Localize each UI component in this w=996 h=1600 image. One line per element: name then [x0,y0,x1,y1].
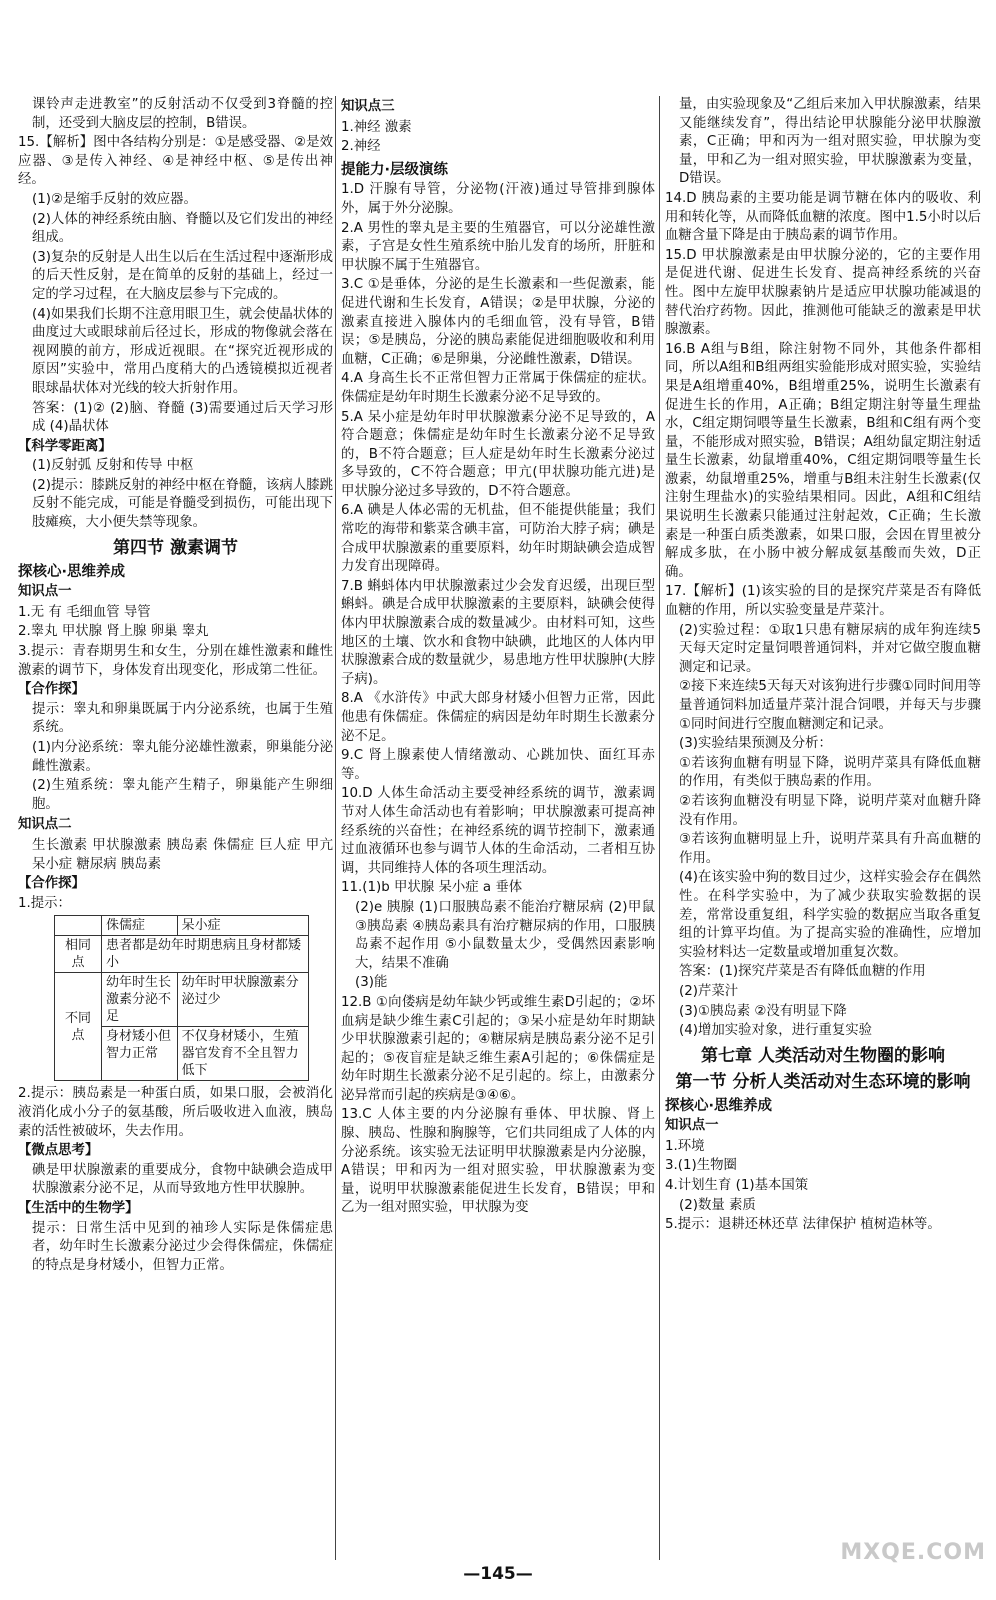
text-block: 9.C 肾上腺素使人情绪激动、心跳加快、面红耳赤等。 [341,748,655,782]
text-block: 3.提示：青春期男生和女生，分别在雄性激素和雌性激素的调节下，身体发育出现变化，形成第二性征。 [18,644,333,678]
text-block: 4.A 身高生长不正常但智力正常属于侏儒症的症状。侏儒症是幼年时期生长激素分泌不足导致的。 [341,371,655,405]
text-block: 答案：(1)探究芹菜是否有降低血糖的作用 [679,964,926,980]
text-block: 1.D 汗腺有导管，分泌物(汗液)通过导管排到腺体外，属于外分泌腺。 [341,182,655,216]
text-block: 11.(1)b 甲状腺 呆小症 a 垂体 [341,880,523,896]
table-cell: 幼年时生长激素分泌不足 [102,973,178,1027]
table-row-label: 相同点 [55,936,102,973]
text-block: ①若该狗血糖有明显下降，说明芹菜具有降低血糖的作用，有类似于胰岛素的作用。 [679,755,981,790]
text-block: (4)增加实验对象，进行重复实验 [679,1023,873,1039]
text-block: 12.B ①向偻病是幼年缺少钙或维生素D引起的；②坏血病是缺少维生素C引起的；③呆小症是幼年时期缺少甲状腺激素引起的；④糖尿病是胰岛素分泌不足引起的；⑤夜盲症是缺乏维生素A引起的；⑥侏儒症是幼年时期生长激素分泌不足引起的。综上，由激素分泌异常而引起的疾病是③④⑥。 [341,994,655,1103]
page-number: —145— [463,1564,533,1584]
text-block: (3)能 [355,975,388,991]
section-heading: 探核心·思维养成 [18,563,126,580]
text-block: 答案：(1)② (2)脑、脊髓 (3)需要通过后天学习形成 (4)晶状体 [32,400,333,435]
text-block: ②接下来连续5天每天对该狗进行步骤①同时间用等量普通饲料加适量芹菜汁混合饲喂，并每天与步骤①同时间进行空腹血糖测定和记录。 [679,679,981,732]
text-block: (3)复杂的反射是人出生以后在生活过程中逐渐形成的后天性反射，是在简单的反射的基础上，经过一定的学习过程，在大脑皮层参与下完成的。 [32,249,333,302]
column-divider [335,96,336,1560]
column-divider [659,96,660,1560]
table-corner-cell [55,916,102,936]
text-block: 3.C ①是垂体，分泌的是生长激素和一些促激素，能促进代谢和生长发育，A错误；②是甲状腺，分泌的激素直接进入腺体内的毛细血管，没有导管，B错误；⑤是胰岛，分泌的胰岛素能促进细胞吸收和利用血糖，C正确；⑥是卵巢，分泌雌性激素，D错误。 [341,277,655,367]
text-block: (2)芹菜汁 [679,983,739,999]
comparison-table [54,915,309,1081]
text-block: 16.B A组与B组，除注射物不同外，其他条件都相同，所以A组和B组两组实验能形成对照实验，实验结果是A组增重40%，B组增重25%，说明生长激素有促进生长的作用，A正确；B组定期注射等量生理盐水，C组定期饲喂等量生长激素，B组和C组有两个变量，不能形成对照实验，B错误；A组幼鼠定期注射适量生长激素，幼鼠增重40%，C组定期饲喂等量生长激素，幼鼠增重25%，增重与B组未注射生长激素(仅注射生理盐水)的实验结果相同。因此，A组和C组结果说明生长激素只能通过注射起效，C正确；生长激素是一种蛋白质类激素，如果口服，会因在胃里被分解成多肽，在小肠中被分解成氨基酸而失效，D正确。 [665,341,981,580]
text-block: 2.睾丸 甲状腺 肾上腺 卵巢 睾丸 [18,624,209,640]
section-title: 第四节 激素调节 [113,537,238,558]
table-cell: 身材矮小但智力正常 [102,1027,178,1081]
text-block: (2)生殖系统：睾丸能产生精子，卵巢能产生卵细胞。 [32,778,333,812]
text-block: 1.环境 [665,1138,705,1154]
text-block: (2)e 胰腺 (1)口服胰岛素不能治疗糖尿病 (2)甲鼠 ③胰岛素 ④胰岛素具有治疗糖尿病的作用，口服胰岛素不起作用 ⑤小鼠数量太少，受偶然因素影响大，结果不准确 [355,899,655,971]
text-block: 生长激素 甲状腺激素 胰岛素 侏儒症 巨人症 甲亢 呆小症 糖尿病 胰岛素 [32,837,333,872]
subheading: 知识点一 [665,1118,719,1134]
text-block: 3.(1)生物圈 [665,1158,737,1174]
bracket-heading: 【合作探】 [18,682,85,698]
text-block: 4.计划生育 (1)基本国策 [665,1178,809,1194]
text-block: (2)数量 素质 [679,1197,756,1213]
column-right [665,96,981,1236]
text-block: 课铃声走进教室”的反射活动不仅受到3脊髓的控制，还受到大脑皮层的控制，B错误。 [32,97,333,131]
text-block: 15.D 甲状腺激素是由甲状腺分泌的，它的主要作用是促进代谢、促进生长发育、提高神经系统的兴奋性。图中左旋甲状腺素钠片是适应甲状腺功能减退的替代治疗药物。因此，推测他可能缺乏的激素是甲状腺激素。 [665,247,981,338]
text-block: 15.【解析】图中各结构分别是：①是感受器、②是效应器、③是传入神经、④是神经中枢、⑤是传出神经。 [18,135,333,188]
bracket-heading: 【生活中的生物学】 [18,1200,139,1216]
text-block: 1.神经 激素 [341,119,412,135]
text-block: 2.提示：胰岛素是一种蛋白质，如果口服，会被消化液消化成小分子的氨基酸，所后吸收进入血液，胰岛素的活性被破坏，失去作用。 [18,1086,333,1139]
text-block: 1.提示： [18,895,71,911]
text-block: (2)提示：膝跳反射的神经中枢在脊髓，该病人膝跳反射不能完成，可能是脊髓受到损伤，可能出现下肢瘫痪，大小便失禁等现象。 [32,477,333,531]
table-header-cell: 呆小症 [177,916,308,936]
text-block: (3)实验结果预测及分析： [679,736,832,752]
watermark: MXQE.COM [840,1540,986,1565]
text-block: 8.A 《水浒传》中武大郎身材矮小但智力正常，因此他患有侏儒症。侏儒症的病因是幼年时期生长激素分泌不足。 [341,691,655,744]
subheading: 知识点三 [341,99,395,114]
subheading: 知识点一 [18,584,72,600]
text-block: 14.D 胰岛素的主要功能是调节糖在体内的吸收、利用和转化等，从而降低血糖的浓度。图中1.5小时以后血糖含量下降是由于胰岛素的调节作用。 [665,190,981,244]
table-cell: 患者都是幼年时期患病且身材都矮小 [102,936,309,973]
text-block: (1)内分泌系统：睾丸能分泌雄性激素，卵巢能分泌雌性激素。 [32,740,333,774]
bracket-heading: 【科学零距离】 [18,438,112,454]
text-block: (4)如果我们长期不注意用眼卫生，就会使晶状体的曲度过大或眼球前后径过长，形成的物像就会落在视网膜的前方，形成近视眼。在“探究近视形成的原因”实验中，常用凸度稍大的凸透镜模拟近视者眼球晶状体对光线的较大折射作用。 [32,306,333,396]
bracket-heading: 【合作探】 [18,876,85,892]
text-block: 碘是甲状腺激素的重要成分，食物中缺碘会造成甲状腺激素分泌不足，从而导致地方性甲状腺肿。 [32,1162,333,1197]
column-left [18,96,333,1276]
section-heading: 提能力·层级演练 [341,161,449,178]
text-block: 2.神经 [341,139,381,155]
text-block: 6.A 碘是人体必需的无机盐，但不能提供能量；我们常吃的海带和紫菜含碘丰富，可防治大脖子病；碘是合成甲状腺激素的重要原料，幼年时期缺碘会造成智力发育出现障碍。 [341,503,655,575]
table-cell: 幼年时甲状腺激素分泌过少 [177,973,308,1027]
text-block: ②若该狗血糖没有明显下降，说明芹菜对血糖升降没有作用。 [679,793,981,828]
section-title: 第七章 人类活动对生物圈的影响 [701,1045,945,1066]
text-block: 提示：日常生活中见到的袖珍人实际是侏儒症患者，幼年时生长激素分泌过少会得侏儒症，侏儒症的特点是身材矮小，但智力正常。 [32,1220,333,1273]
text-block: 13.C 人体主要的内分泌腺有垂体、甲状腺、肾上腺、胰岛、性腺和胸腺等，它们共同组成了人体的内分泌系统。该实验无法证明甲状腺激素是内分泌腺，A错误；甲和丙为一组对照实验，甲状腺激素为变量，说明甲状腺激素能促进生长发育，B错误；甲和乙为一组对照实验，甲状腺为变 [341,1107,655,1216]
text-block: (3)①胰岛素 ②没有明显下降 [679,1003,847,1019]
text-block: 10.D 人体生命活动主要受神经系统的调节，激素调节对人体生命活动也有着影响；甲状腺激素可提高神经系统的兴奋性；在神经系统的调节控制下，激素通过血液循环也参与调节人体的生命活动，二者相互协调，共同维持人体的各项生理活动。 [341,786,655,876]
text-block: (2)实验过程：①取1只患有糖尿病的成年狗连续5天每天定时定量饲喂普通饲料，并对它做空腹血糖测定和记录。 [679,622,981,675]
subheading: 知识点二 [18,817,72,833]
section-title: 第一节 分析人类活动对生态环境的影响 [675,1071,971,1092]
text-block: (2)人体的神经系统由脑、脊髓以及它们发出的神经组成。 [32,211,333,246]
text-block: 2.A 男性的睾丸是主要的生殖器官，可以分泌雄性激素，子宫是女性生殖系统中胎儿发育的场所，肝脏和甲状腺不属于生殖器官。 [341,220,655,273]
table-cell: 不仅身材矮小，生殖器官发育不全且智力低下 [177,1027,308,1081]
section-heading: 探核心·思维养成 [665,1097,773,1114]
table-row-label: 不同点 [55,973,102,1081]
text-block: 1.无 有 毛细血管 导管 [18,604,151,620]
column-middle [341,96,655,1219]
text-block: 提示：睾丸和卵巢既属于内分泌系统，也属于生殖系统。 [32,701,333,736]
bracket-heading: 【微点思考】 [18,1143,99,1159]
text-block: (4)在该实验中狗的数目过少，这样实验会存在偶然性。在科学实验中，为了减少获取实验数据的误差，常常设重复组，科学实验的数据应当取各重复组的计算平均值。为了提高实验的准确性，应增加实验材料达一定数量或增加重复次数。 [679,870,981,960]
text-block: 7.B 蝌蚪体内甲状腺激素过少会发育迟缓，出现巨型蝌蚪。碘是合成甲状腺激素的主要原料，缺碘会使得体内甲状腺激素合成的数量减少。由材料可知，这些地区的土壤、饮水和食物中缺碘，此地区的人体内甲状腺激素合成的数量就少，易患地方性甲状腺肿(大脖子病)。 [341,578,655,687]
text-block: 5.提示：退耕还林还草 法律保护 植树造林等。 [665,1217,941,1233]
text-block: 5.A 呆小症是幼年时甲状腺激素分泌不足导致的，A符合题意；侏儒症是幼年时生长激素分泌不足导致的，B不符合题意；巨人症是幼年时生长激素分泌过多导致的，C不符合题意；甲亢(甲状腺功能亢进)是甲状腺分泌过多导致的，D不符合题意。 [341,409,655,499]
text-block: (1)反射弧 反射和传导 中枢 [32,458,194,474]
text-block: (1)②是缩手反射的效应器。 [32,191,197,207]
text-block: 17.【解析】(1)该实验的目的是探究芹菜是否有降低血糖的作用，所以实验变量是芹菜汁。 [665,584,981,619]
text-block: ③若该狗血糖明显上升，说明芹菜具有升高血糖的作用。 [679,832,981,866]
text-block: 量，由实验现象及“乙组后来加入甲状腺激素，结果又能继续发育”，得出结论甲状腺能分泌甲状腺激素，C正确；甲和丙为一组对照实验，甲状腺为变量，甲和乙为一组对照实验，甲状腺激素为变量，D错误。 [679,97,981,187]
table-header-cell: 侏儒症 [102,916,178,936]
